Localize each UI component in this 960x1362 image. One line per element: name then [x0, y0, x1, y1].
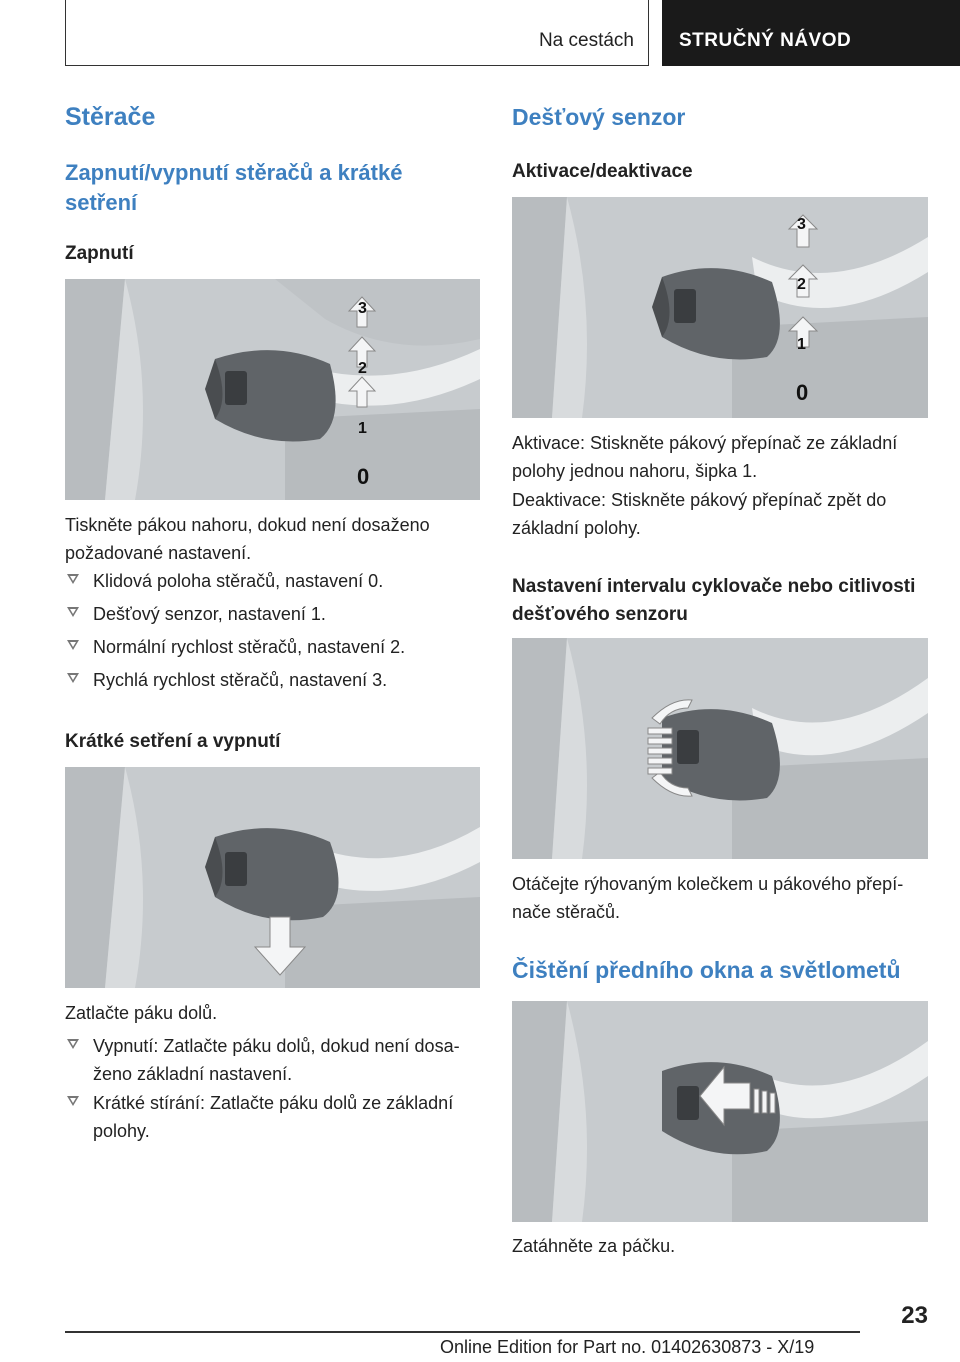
bullet-item	[65, 1090, 480, 1146]
text-pull-lever: Zatáhněte za páčku.	[512, 1236, 676, 1256]
footer-edition: Online Edition for Part no. 01402630873 - X/19	[440, 1337, 815, 1357]
figure-rain-sensor-activate	[512, 197, 928, 418]
text-push-down: Zatlačte páku dolů.	[65, 1003, 218, 1023]
fig1-level-1: 1	[358, 420, 367, 437]
bullet-item	[65, 667, 475, 695]
text-activation: Aktivace: Stiskněte pákový přepínač ze základní polohy jednou nahoru, šipka 1.	[512, 433, 898, 481]
bullet-text: Rychlá rychlost stěračů, nastavení 3.	[93, 670, 388, 690]
heading-switch-on: Zapnutí	[65, 243, 134, 264]
bullet-text: Klidová poloha stěračů, nastavení 0.	[93, 571, 384, 591]
footer-divider	[65, 1331, 860, 1333]
bullet-text: Normální rychlost stěračů, nastavení 2.	[93, 637, 406, 657]
figure-pull-lever	[512, 1001, 928, 1222]
heading-short-wipe: Krátké setření a vypnutí	[65, 731, 281, 752]
guide-tab	[662, 0, 960, 66]
bullet-triangle-icon	[67, 607, 79, 617]
fig1-level-0: 0	[357, 464, 370, 489]
bullet-item	[65, 634, 475, 662]
section-label: Na cestách	[538, 30, 634, 51]
subsection-title-wipers-on-off: Zapnutí/vypnutí stěračů a krátké setření	[65, 160, 403, 215]
text-press-lever-up: Tiskněte pákou nahoru, dokud není dosaženo požadované nastavení.	[65, 515, 430, 563]
fig3-level-1: 1	[797, 336, 806, 353]
section-title-rain-sensor: Dešťový senzor	[512, 104, 686, 130]
section-title-wipers: Stěrače	[65, 103, 156, 131]
fig1-level-2: 2	[358, 360, 367, 377]
fig1-level-3: 3	[358, 300, 367, 317]
bullet-triangle-icon	[67, 640, 79, 650]
fig3-level-0: 0	[796, 380, 809, 405]
bullet-triangle-icon	[67, 1039, 79, 1049]
bullet-item	[65, 1033, 480, 1089]
heading-interval-setting: Nastavení intervalu cyklovače nebo citlivosti dešťového senzoru	[512, 576, 916, 625]
bullet-item	[65, 568, 475, 596]
bullet-text: Vypnutí: Zatlačte páku dolů, dokud není dosaženo základní nastavení.	[93, 1036, 460, 1084]
bullet-triangle-icon	[67, 673, 79, 683]
figure-lever-down	[65, 767, 480, 988]
bullet-item	[65, 601, 475, 629]
text-deactivation: Deaktivace: Stiskněte pákový přepínač zpět do základní polohy.	[512, 490, 887, 538]
heading-activation: Aktivace/deaktivace	[512, 161, 693, 182]
figure-lever-up	[65, 279, 480, 500]
section-title-washing: Čištění předního okna a světlometů	[512, 957, 901, 983]
fig3-level-2: 2	[797, 276, 806, 293]
page-number: 23	[901, 1302, 928, 1329]
page-header	[65, 0, 960, 66]
figure-knurled-wheel	[512, 638, 928, 859]
section-tab	[65, 0, 649, 66]
bullet-text: Dešťový senzor, nastavení 1.	[93, 604, 326, 624]
text-turn-wheel: Otáčejte rýhovaným kolečkem u pákového přepínače stěračů.	[512, 874, 904, 922]
fig3-level-3: 3	[797, 216, 806, 233]
bullet-text: Krátké stírání: Zatlačte páku dolů ze základní polohy.	[93, 1093, 454, 1141]
bullet-triangle-icon	[67, 574, 79, 584]
guide-label: STRUČNÝ NÁVOD	[679, 30, 852, 51]
bullet-triangle-icon	[67, 1096, 79, 1106]
